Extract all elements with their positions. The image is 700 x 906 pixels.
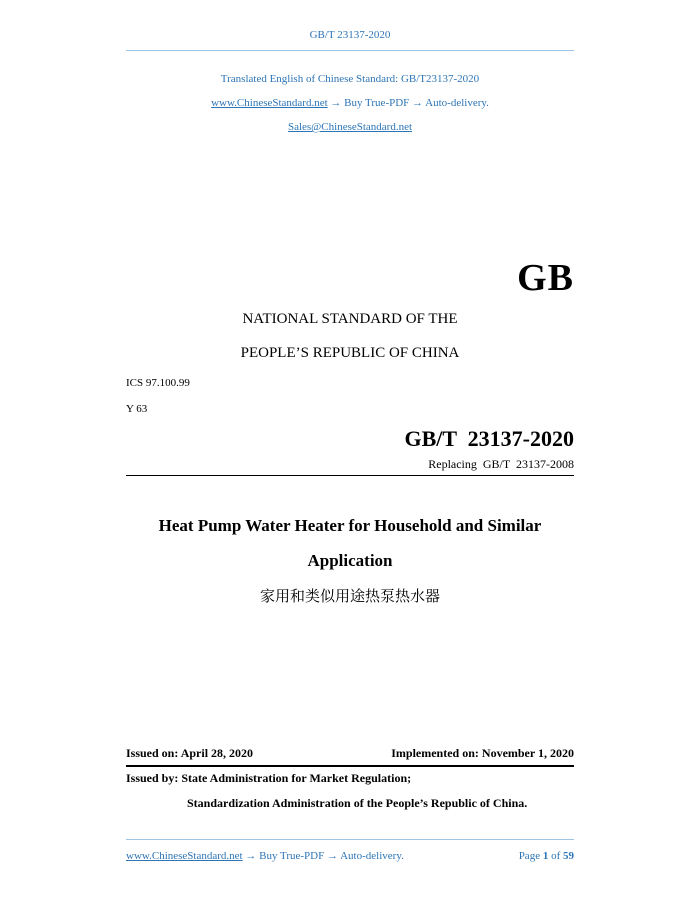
standard-number: GB/T 23137-2020 [404, 426, 574, 451]
national-standard-line-2: PEOPLE’S REPUBLIC OF CHINA [240, 345, 460, 361]
header-divider [126, 50, 574, 51]
gb-logo: GB [517, 257, 574, 299]
promo-email-line [0, 121, 700, 133]
footer-purchase-text: → Buy True-PDF → Auto-delivery. [242, 850, 404, 862]
title-divider [126, 475, 574, 476]
page-number [474, 850, 574, 862]
issued-on-date: Issued on: April 28, 2020 [126, 746, 254, 760]
document-title-line-2: Application [307, 551, 393, 570]
purchase-text: → Buy True-PDF → Auto-delivery. [327, 97, 489, 109]
replacing-standard: Replacing GB/T 23137-2008 [428, 457, 574, 471]
issuing-authority-1: Issued by: State Administration for Market Regulation; [126, 771, 412, 785]
national-standard-line-1: NATIONAL STANDARD OF THE [242, 311, 458, 327]
sales-email-link[interactable]: Sales@ChineseStandard.net [287, 121, 413, 133]
website-link[interactable]: www.ChineseStandard.net [211, 97, 328, 109]
issuing-authority-2: Standardization Administration of the People’s Republic of China. [187, 796, 528, 810]
classification-code: Y 63 [126, 403, 148, 415]
ics-code: ICS 97.100.99 [126, 377, 190, 389]
promo-translation-line: Translated English of Chinese Standard: GB/T23137-2020 [220, 73, 480, 85]
page-label: Page [518, 850, 543, 862]
footer-website-link[interactable]: www.ChineseStandard.net [126, 850, 243, 862]
page-of: of [548, 850, 563, 862]
document-title-chinese: 家用和类似用途热泵热水器 [259, 587, 440, 605]
footer-divider [126, 839, 574, 840]
page-current: 1 [542, 850, 549, 862]
footer-promo [126, 850, 404, 862]
document-title-line-1: Heat Pump Water Heater for Household and Similar [158, 516, 542, 535]
issue-divider [126, 765, 574, 767]
running-header: GB/T 23137-2020 [309, 29, 391, 41]
promo-purchase-line [0, 97, 700, 109]
implemented-on-date: Implemented on: November 1, 2020 [391, 746, 574, 760]
page-total: 59 [563, 850, 574, 862]
